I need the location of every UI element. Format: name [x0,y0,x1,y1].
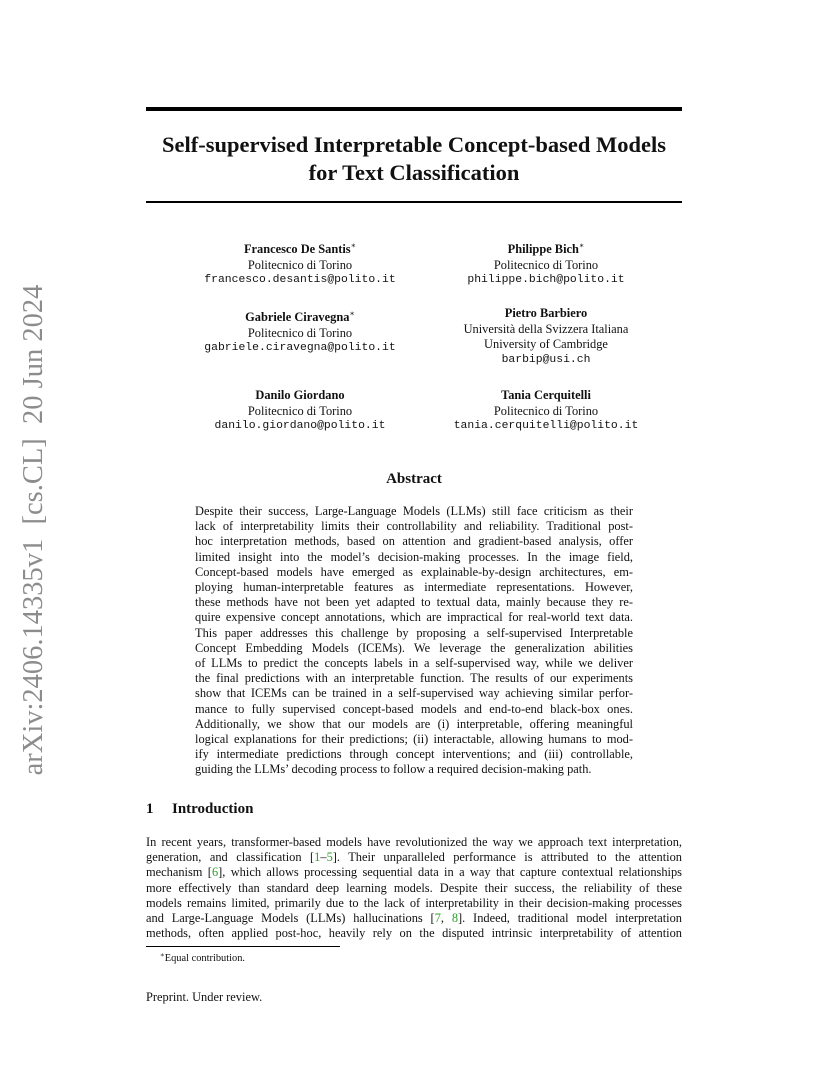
author-name: Danilo Giordano [255,388,345,402]
author-affiliation: University of Cambridge [484,337,608,351]
author-name: Gabriele Ciravegna∗ [245,309,355,324]
intro-line [146,850,682,865]
section-number: 1 [146,801,154,817]
abstract-line: quire expensive concept annotations, which are impractical for real-world text data. [195,610,633,625]
author-block-cerquitelli [396,388,696,435]
abstract-line: ploying human-interpretable features as intermediate representations. However, [195,580,633,595]
introduction-body [146,835,682,941]
intro-text: and Large-Language Models (LLMs) hallucinations [ [146,911,435,926]
intro-text: , [440,911,452,926]
author-email[interactable]: tania.cerquitelli@polito.it [453,420,639,432]
intro-text: models remains limited, primarily due to the lack of interpretability in their decision-making processes [146,895,682,910]
author-email[interactable]: barbip@usi.ch [501,353,591,366]
abstract-line: ify intermediate predictions through concept interventions; and (iii) controllable, [195,747,633,762]
section-heading-introduction [146,801,253,818]
author-affiliation: Politecnico di Torino [247,257,353,272]
arxiv-identifier[interactable]: arXiv:2406.14335v1 [cs.CL] 20 Jun 2024 [18,284,49,776]
intro-line [146,911,682,926]
intro-line [146,865,682,880]
abstract-line: Additionally, we show that our models are (i) interpretable, offering meaningful [195,716,633,731]
abstract-line: of LLMs to predict the concepts labels in a self-supervised way, while we deliver [195,656,633,671]
title-bottom-rule [146,201,682,203]
abstract-line: hoc interpretation methods, based on attention and gradient-based analysis, offer [195,534,633,549]
equal-contribution-mark: ∗ [578,241,585,250]
intro-text: ]. Indeed, traditional model interpretation [458,911,682,926]
footnote [160,951,245,964]
intro-line [146,881,682,896]
abstract-line: show that ICEMs can be trained in a self-supervised way achieving similar perfor- [195,686,633,701]
preprint-notice: Preprint. Under review. [146,990,263,1004]
intro-line [146,835,682,850]
abstract-body [195,504,633,778]
author-name: Philippe Bich∗ [507,241,585,256]
intro-line [146,926,682,941]
abstract-heading: Abstract [386,471,442,487]
abstract-line: lack of interpretability limits their controllability and reliability. Traditional post- [195,519,633,534]
citation-link[interactable]: 6 [211,865,219,880]
equal-contribution-mark: ∗ [350,241,357,250]
author-email[interactable]: francesco.desantis@polito.it [204,274,396,286]
intro-text: – [320,850,327,865]
author-name: Francesco De Santis∗ [243,241,357,256]
abstract-line: Concept-based models have emerged as explainable-by-design architectures, em- [195,564,633,579]
author-name: Pietro Barbiero [504,306,588,320]
intro-text: ]. Their unparalleled performance is attributed to the attention [332,850,683,865]
paper-title [146,131,682,187]
author-affiliation: Politecnico di Torino [493,257,599,272]
title-top-rule [146,107,682,111]
author-affiliation: Politecnico di Torino [493,403,599,418]
citation-link[interactable]: 1 [314,850,321,865]
intro-text: In recent years, transformer-based models have revolutionized the way we approach text interpretation, [146,835,682,849]
title-line-2: for Text Classification [308,160,520,185]
equal-contribution-mark: ∗ [349,309,355,318]
footnote-text: Equal contribution. [164,953,245,964]
author-email[interactable]: philippe.bich@polito.it [467,274,625,286]
author-affiliation: Politecnico di Torino [247,403,353,418]
author-block-barbiero [396,306,696,368]
intro-text: ], which allows processing sequential data in a way that capture contextual relationships [218,865,683,880]
intro-text: more effectively than standard deep learning models. Despite their success, the reliability of these [146,880,682,895]
abstract-line: This paper addresses this challenge by proposing a self-supervised Interpretable [195,625,633,640]
abstract-line: limited insight into the model’s decision-making processes. In the image field, [195,549,633,564]
intro-text: mechanism [ [146,865,212,880]
author-email[interactable]: danilo.giordano@polito.it [214,420,386,432]
abstract-line: Concept Embedding Models (ICEMs). We leverage the generalization abilities [195,640,633,655]
abstract-line: logical explanations for their predictions; (ii) interactable, allowing humans to mod- [195,732,633,747]
author-affiliation: Politecnico di Torino [247,325,353,340]
author-affiliation: Università della Svizzera Italiana [463,321,629,336]
author-block-bich [396,238,696,289]
abstract-line: Despite their success, Large-Language Models (LLMs) still face criticism as their [195,504,633,518]
intro-text: methods, often applied post-hoc, heavily rely on the disputed intrinsic interpretability of attention [146,926,682,941]
author-name: Tania Cerquitelli [501,388,591,402]
abstract-line: the final predictions with an interpretable function. The results of our experiments [195,671,633,686]
footnote-mark: ∗ [160,951,165,959]
intro-line [146,896,682,911]
footnote-rule [146,946,340,947]
author-email[interactable]: gabriele.ciravegna@polito.it [204,342,396,354]
citation-link[interactable]: 7 [434,911,441,926]
abstract-line: these methods have not been yet adapted to textual data, mainly because they re- [195,595,633,610]
section-title: Introduction [172,801,254,817]
citation-link[interactable]: 5 [326,850,333,865]
title-line-1: Self-supervised Interpretable Concept-based Models [162,132,666,157]
abstract-line: guiding the LLMs’ decoding process to follow a required decision-making path. [195,762,592,777]
abstract-line: mance to fully supervised concept-based models and end-to-end black-box ones. [195,701,633,716]
intro-text: generation, and classification [ [146,850,315,865]
citation-link[interactable]: 8 [451,911,459,926]
